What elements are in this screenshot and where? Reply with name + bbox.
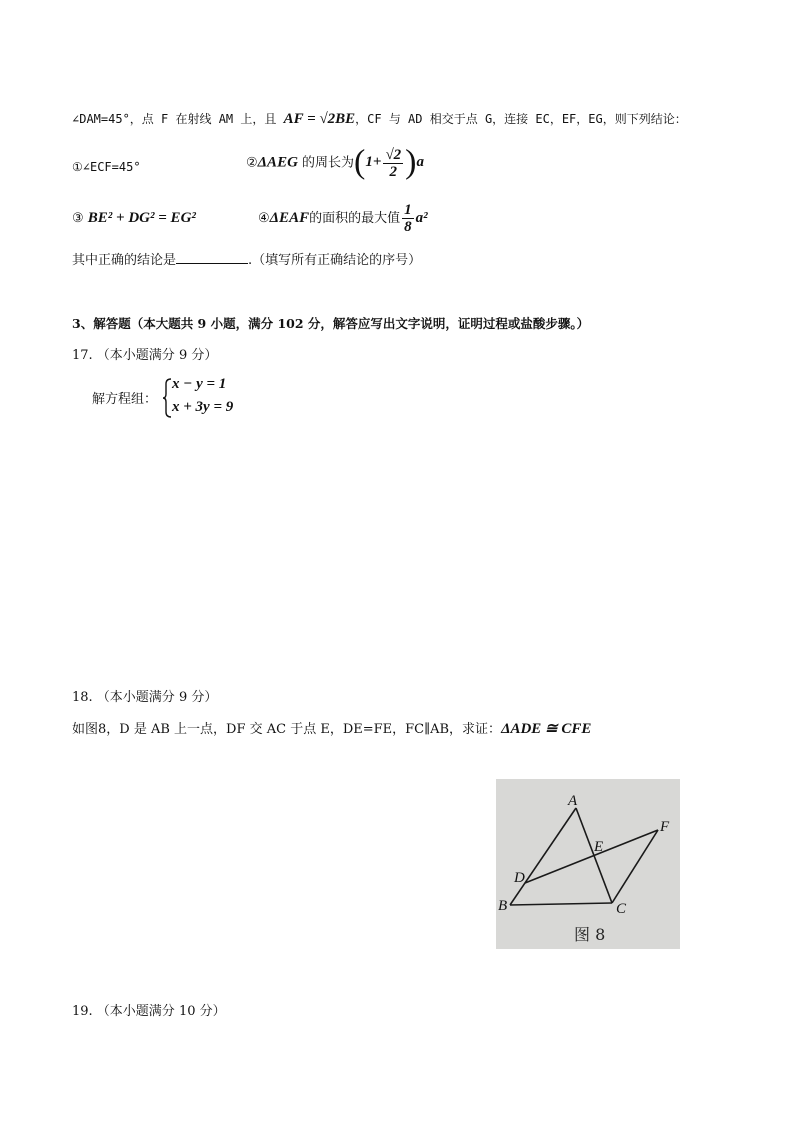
figure-caption: 图 8 xyxy=(574,925,606,944)
section-heading: 3、解答题（本大题共 9 小题，满分 102 分，解答应写出文字说明，证明过程或盐酸步骤。） xyxy=(72,316,590,331)
label-D: D xyxy=(514,870,525,886)
q18-text: 如图8，D 是 AB 上一点，DF 交 AC 于点 E，DE=FE，FC∥AB，求证：ΔADE ≅ CFE xyxy=(72,721,592,737)
statement-part-2: ，CF 与 AD 相交于点 G，连接 EC，EF，EG，则下列结论： xyxy=(355,112,687,126)
figure-8-diagram xyxy=(496,779,680,949)
q17-header: 17. （本小题满分 9 分） xyxy=(72,348,218,363)
q19-header: 19. （本小题满分 10 分） xyxy=(72,1004,226,1019)
q17-equation-1: x − y = 1 xyxy=(172,376,227,392)
label-A: A xyxy=(568,793,578,809)
equation-brace xyxy=(162,378,172,418)
q18-header: 18. （本小题满分 9 分） xyxy=(72,690,218,705)
statement-part-1: ∠DAM=45°，点 F 在射线 AM 上，且 xyxy=(72,112,284,126)
statement-math-af: AF = √2BE xyxy=(283,111,356,127)
label-C: C xyxy=(616,901,627,917)
conclusion-4: ④ΔEAF的面积的最大值 $\frac{1}{8}$ a² xyxy=(258,202,428,235)
fraction-1-over-8: $\frac{1}{8}$ xyxy=(404,202,412,235)
fraction-sqrt2-over-2: $\frac{√2}{2}$ xyxy=(385,146,402,180)
answer-blank-line: 其中正确的结论是 .（填写所有正确结论的序号） xyxy=(72,253,422,268)
q17-equation-2: x + 3y = 9 xyxy=(172,399,234,415)
figure-8 xyxy=(496,779,680,949)
conclusion-1: ①∠ECF=45° xyxy=(72,160,141,174)
label-B: B xyxy=(498,898,508,914)
label-E: E xyxy=(594,839,604,855)
problem-statement-line xyxy=(72,110,687,128)
q17-prompt: 解方程组： xyxy=(92,392,158,407)
answer-blank[interactable] xyxy=(176,251,248,264)
conclusion-3: ③ BE² + DG² = EG² xyxy=(72,210,196,226)
conclusion-2: ②ΔAEG 的周长为(1+ $\frac{√2}{2}$ )a xyxy=(246,144,424,181)
label-F: F xyxy=(660,819,670,835)
